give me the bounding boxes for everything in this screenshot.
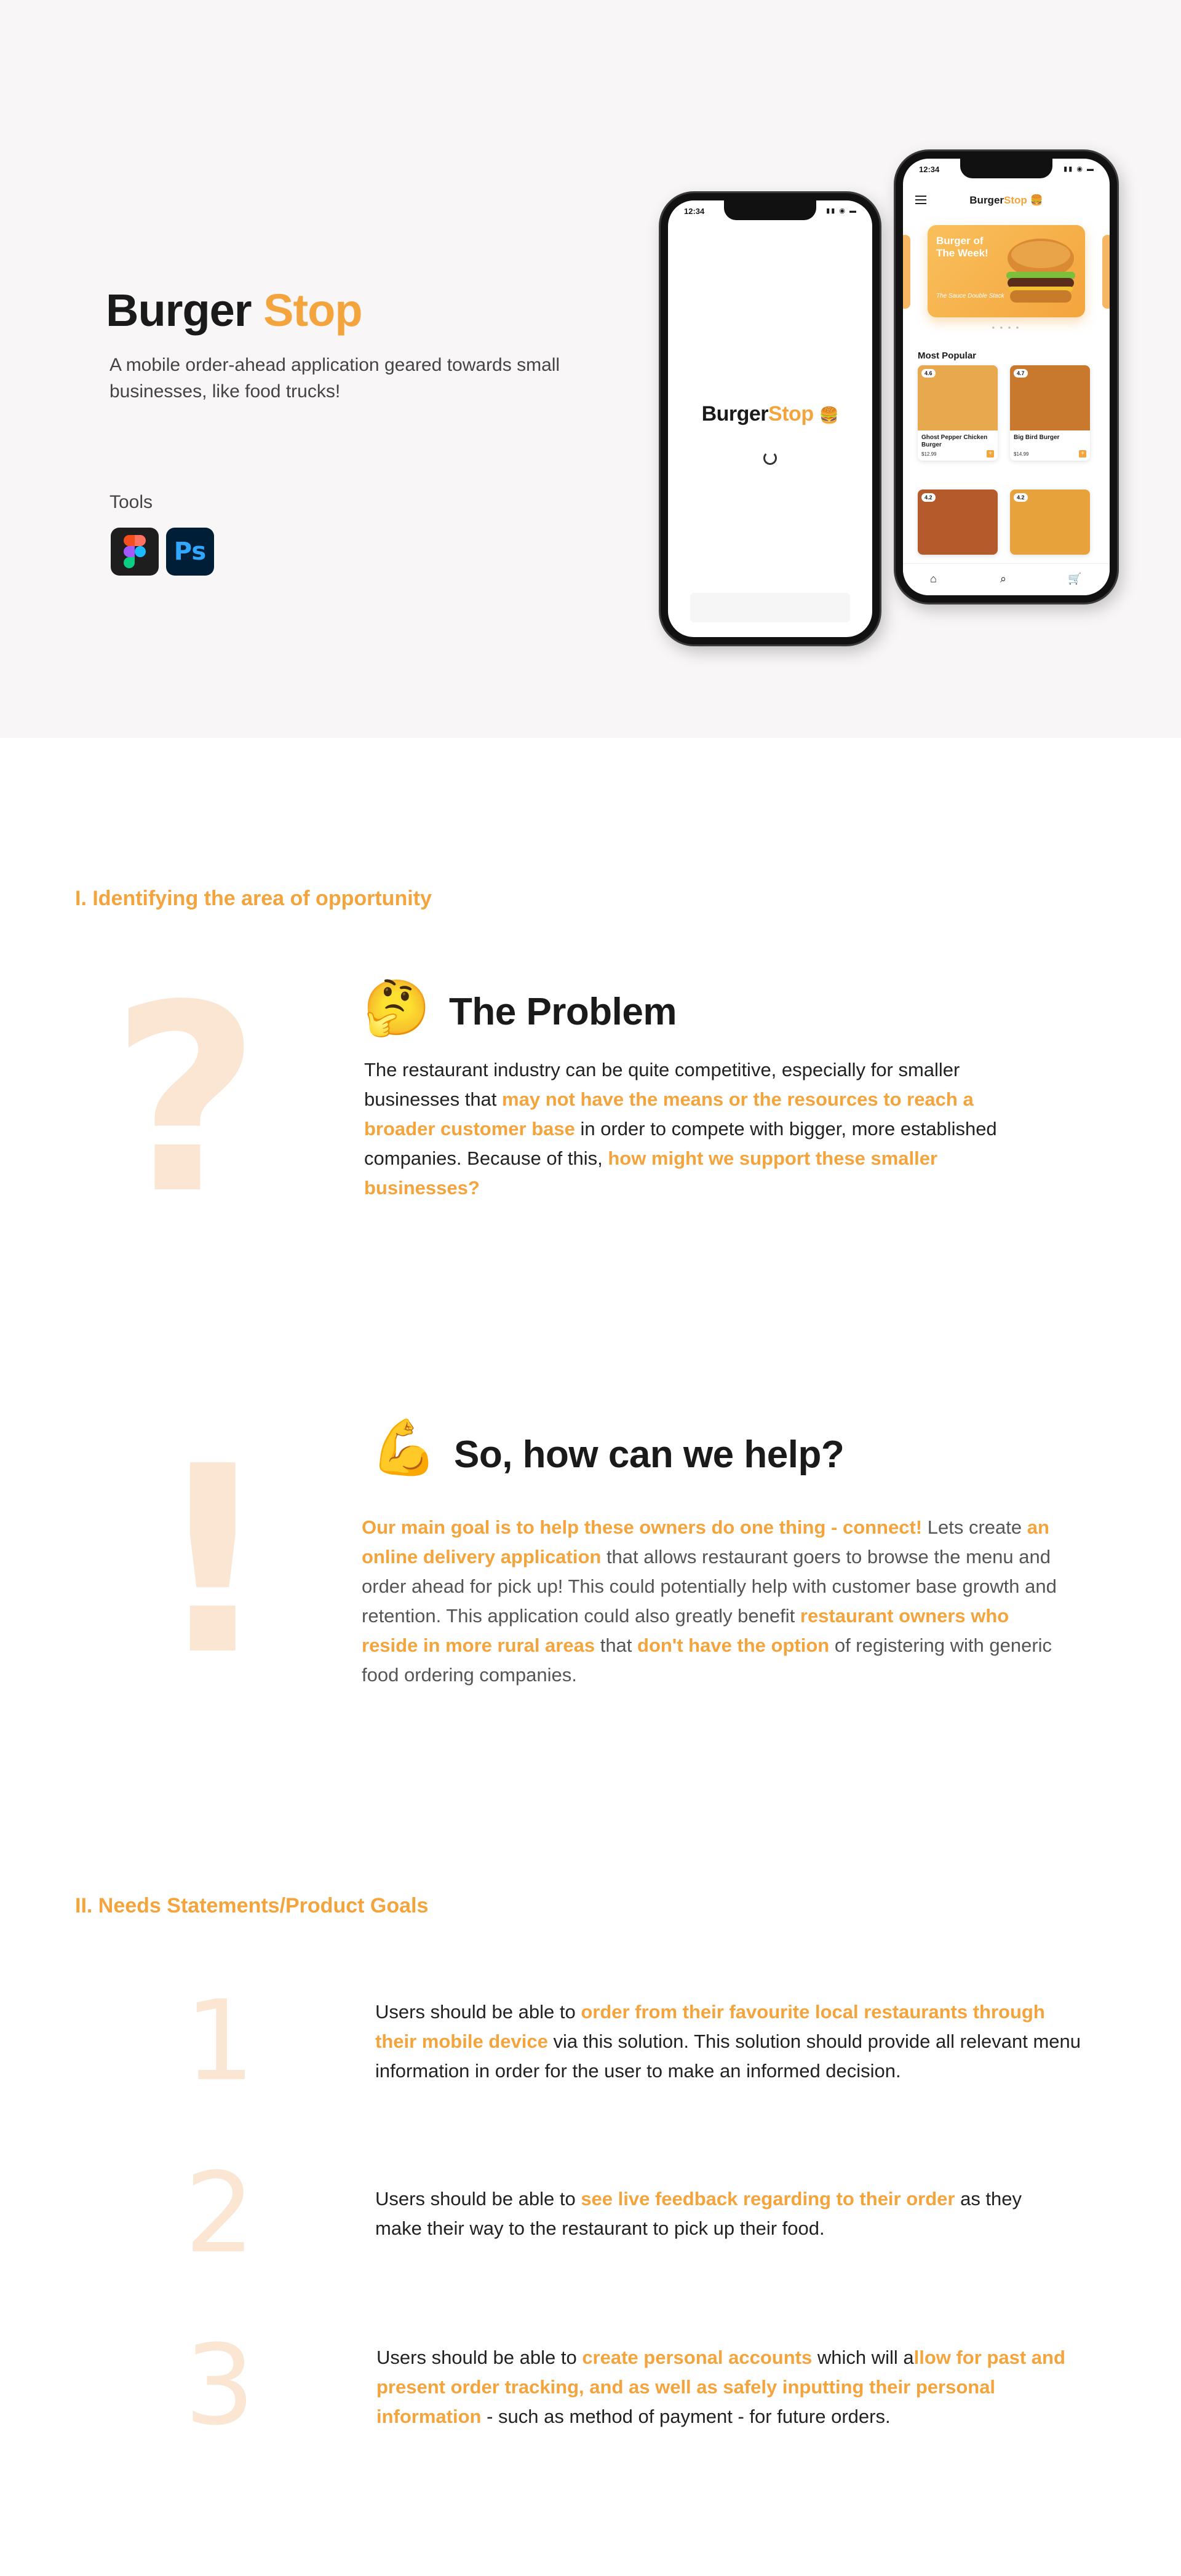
text: in order to compete with bigger, more established companies. Because of this, bbox=[364, 1118, 997, 1169]
highlight: llow for past and present order tracking, and as well as safely inputting their personal information bbox=[376, 2347, 1065, 2427]
burger-image bbox=[1003, 236, 1079, 307]
product-card[interactable] bbox=[918, 489, 998, 555]
question-mark-glyph: ? bbox=[111, 950, 261, 1251]
text: via this solution. This solution should provide all relevant menu information in order for the user to make an informed decision. bbox=[375, 2031, 1081, 2082]
section-1-heading: I. Identifying the area of opportunity bbox=[75, 887, 432, 910]
highlight: how might we support these smaller businesses? bbox=[364, 1147, 938, 1199]
need-number: 1 bbox=[185, 1977, 255, 2106]
carousel-prev-card[interactable] bbox=[899, 235, 910, 309]
project-title bbox=[106, 284, 362, 336]
hero-section bbox=[0, 0, 1181, 738]
logo-main: Burger bbox=[701, 402, 769, 426]
text: Users should be able to bbox=[376, 2347, 583, 2368]
tools-label: Tools bbox=[109, 492, 153, 512]
text: as they make their way to the restaurant to pick up their food. bbox=[375, 2188, 1022, 2239]
logo-main: Burger bbox=[969, 194, 1004, 206]
need-number: 3 bbox=[185, 2321, 255, 2450]
product-image bbox=[1010, 365, 1090, 430]
carousel-dots: ● ● ● ● bbox=[992, 325, 1021, 330]
logo-accent: Stop bbox=[768, 402, 814, 426]
price-value: $14.99 bbox=[1014, 451, 1029, 457]
status-icons: ▮▮ ◉ ▬ bbox=[826, 207, 857, 215]
highlight: Our main goal is to help these owners do one thing - connect! bbox=[362, 1516, 923, 1538]
logo-accent: Stop bbox=[1004, 194, 1027, 206]
text: that allows restaurant goers to browse the menu and order ahead for pick up! This could potentially help with customer base growth and retention. This application could also greatly benefit bbox=[362, 1546, 1057, 1627]
phone-notch bbox=[724, 200, 816, 220]
flexed-biceps-icon: 💪 bbox=[370, 1417, 438, 1478]
highlight: don't have the option bbox=[637, 1635, 830, 1656]
text: Users should be able to bbox=[375, 2188, 581, 2209]
project-subtitle: A mobile order-ahead application geared towards small businesses, like food trucks! bbox=[109, 355, 560, 402]
loading-spinner-icon bbox=[763, 451, 777, 465]
highlight: create personal accounts bbox=[582, 2347, 813, 2368]
highlight: see live feedback regarding to their order bbox=[581, 2188, 955, 2209]
help-paragraph bbox=[362, 1513, 1063, 1690]
burger-of-week-banner[interactable] bbox=[928, 225, 1085, 317]
most-popular-title: Most Popular bbox=[918, 351, 977, 361]
text: of registering with generic food ordering companies. bbox=[362, 1635, 1052, 1686]
phone-notch bbox=[960, 159, 1052, 178]
price-value: $12.99 bbox=[921, 451, 937, 457]
title-accent: Stop bbox=[263, 285, 362, 336]
search-icon[interactable]: ⌕ bbox=[1000, 573, 1007, 585]
need-number: 2 bbox=[185, 2149, 255, 2278]
status-time: 12:34 bbox=[919, 165, 940, 174]
rating-badge: 4.2 bbox=[1014, 493, 1028, 502]
need-statement bbox=[375, 1997, 1083, 2086]
text: that bbox=[595, 1635, 638, 1656]
burger-icon: 🍔 bbox=[819, 406, 839, 424]
highlight: may not have the means or the resources to reach a broader customer base bbox=[364, 1088, 974, 1139]
figma-icon bbox=[111, 528, 159, 576]
problem-paragraph bbox=[364, 1055, 1016, 1203]
text: Lets create bbox=[922, 1516, 1027, 1538]
home-screen-phone bbox=[896, 151, 1117, 603]
product-card[interactable] bbox=[918, 365, 998, 461]
rating-badge: 4.6 bbox=[921, 369, 936, 378]
app-header bbox=[903, 189, 1110, 212]
app-logo bbox=[903, 194, 1110, 207]
banner-subtitle: The Sauce Double Stack bbox=[936, 293, 1004, 299]
section-2-heading: II. Needs Statements/Product Goals bbox=[75, 1894, 429, 1917]
splash-logo bbox=[668, 402, 872, 426]
bottom-placeholder bbox=[690, 593, 850, 622]
product-image bbox=[918, 365, 998, 430]
need-statement bbox=[375, 2184, 1052, 2243]
help-title: So, how can we help? bbox=[454, 1433, 845, 1476]
text: which will a bbox=[812, 2347, 914, 2368]
status-time: 12:34 bbox=[684, 207, 705, 216]
carousel-next-card[interactable] bbox=[1102, 235, 1113, 309]
title-main: Burger bbox=[106, 285, 252, 336]
problem-title: The Problem bbox=[449, 991, 677, 1033]
banner-title: Burger of The Week! bbox=[936, 235, 988, 259]
rating-badge: 4.7 bbox=[1014, 369, 1028, 378]
photoshop-icon: Ps bbox=[166, 528, 214, 576]
add-to-cart-icon[interactable]: + bbox=[987, 450, 994, 458]
text: Users should be able to bbox=[375, 2001, 581, 2023]
exclamation-mark-glyph: ! bbox=[154, 1411, 272, 1712]
highlight: an online delivery application bbox=[362, 1516, 1049, 1567]
highlight: order from their favourite local restaurants through their mobile device bbox=[375, 2001, 1045, 2052]
product-card[interactable] bbox=[1010, 489, 1090, 555]
status-icons: ▮▮ ◉ ▬ bbox=[1064, 165, 1095, 173]
product-image bbox=[1010, 489, 1090, 555]
product-image bbox=[918, 489, 998, 555]
need-statement bbox=[376, 2343, 1078, 2431]
thinking-face-icon: 🤔 bbox=[363, 977, 431, 1038]
bottom-tab-bar bbox=[903, 563, 1110, 595]
product-card[interactable] bbox=[1010, 365, 1090, 461]
text: The restaurant industry can be quite competitive, especially for smaller businesses that bbox=[364, 1059, 960, 1110]
product-name: Ghost Pepper Chicken Burger bbox=[921, 434, 988, 448]
product-price bbox=[1010, 451, 1090, 461]
add-to-cart-icon[interactable]: + bbox=[1079, 450, 1086, 458]
product-price bbox=[918, 451, 998, 461]
text: - such as method of payment - for future orders. bbox=[481, 2406, 891, 2427]
highlight: restaurant owners who reside in more rural areas bbox=[362, 1605, 1009, 1656]
rating-badge: 4.2 bbox=[921, 493, 936, 502]
product-name: Big Bird Burger bbox=[1014, 434, 1060, 441]
home-icon[interactable]: ⌂ bbox=[930, 573, 937, 585]
burger-icon: 🍔 bbox=[1030, 194, 1043, 206]
cart-icon[interactable]: 🛒 bbox=[1068, 573, 1082, 585]
splash-screen-phone bbox=[661, 193, 880, 644]
